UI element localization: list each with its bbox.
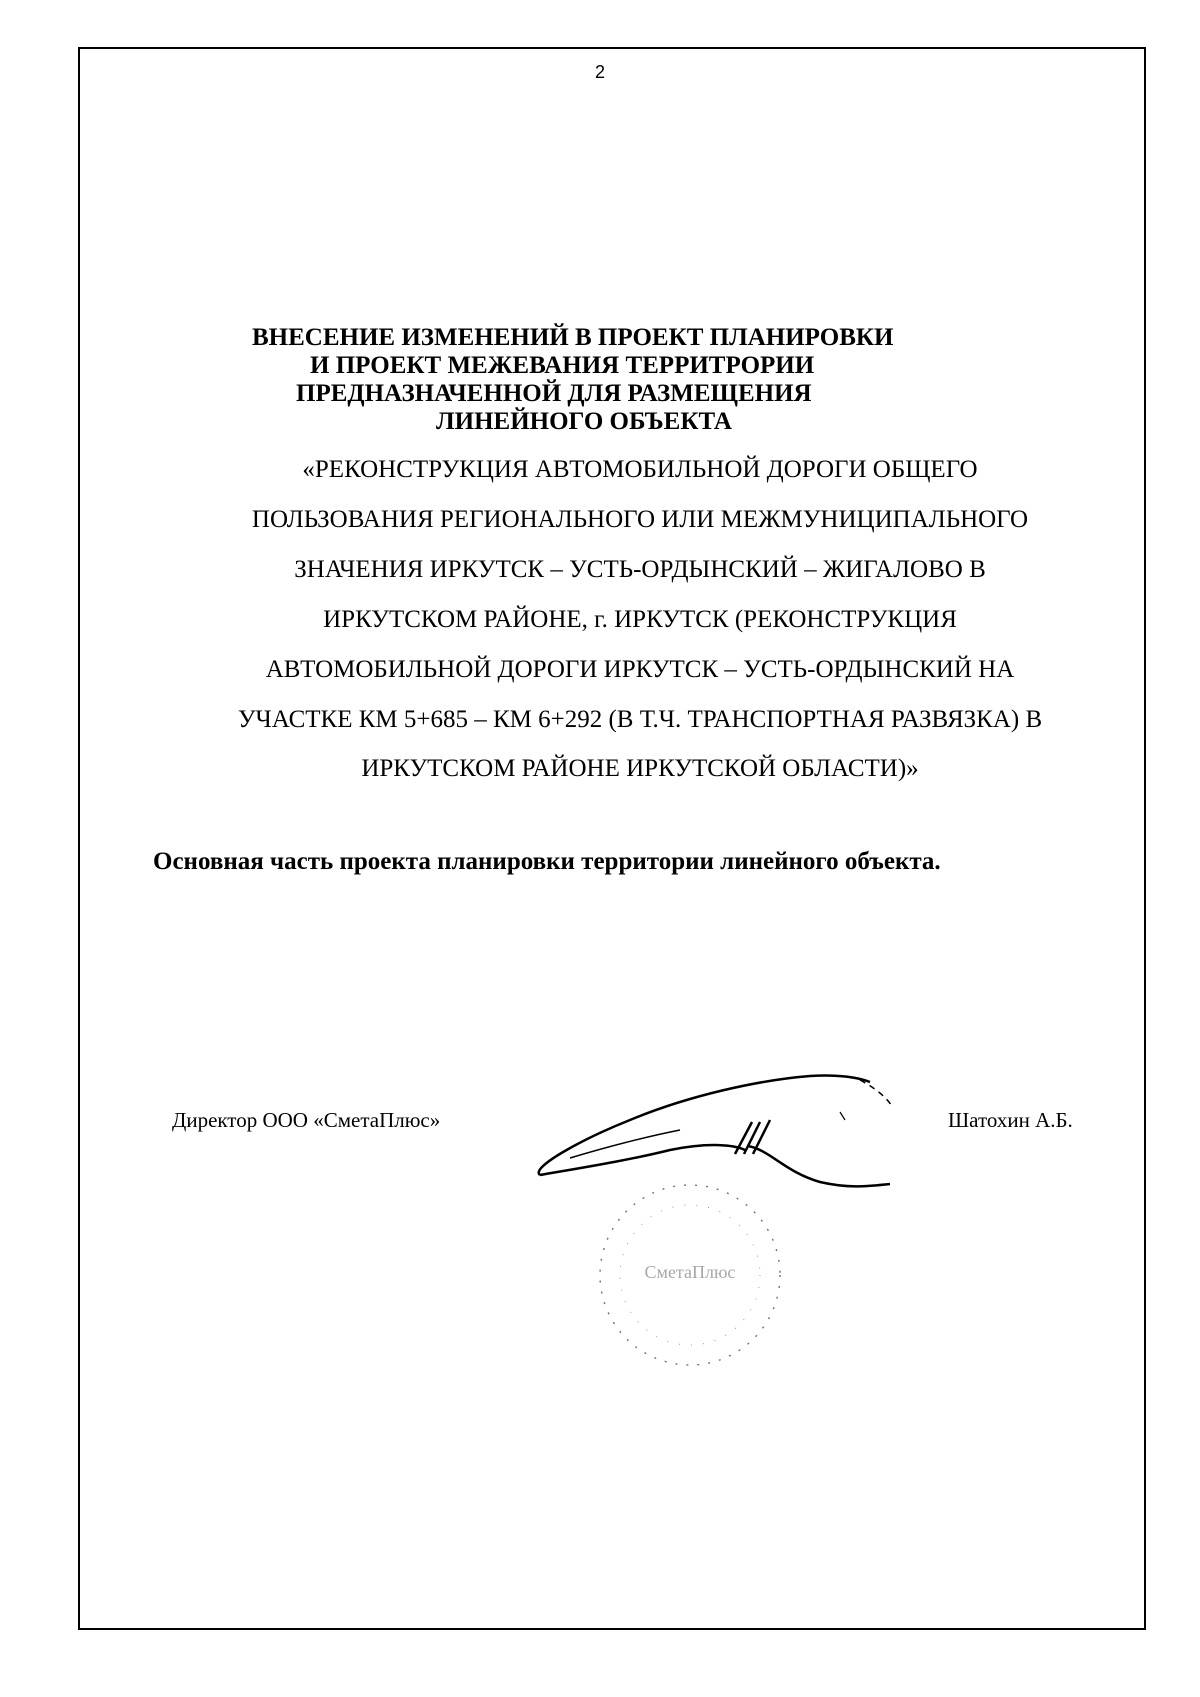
- object-line-1: «РЕКОНСТРУКЦИЯ АВТОМОБИЛЬНОЙ ДОРОГИ ОБЩЕГО: [302, 456, 978, 483]
- object-line-2: ПОЛЬЗОВАНИЯ РЕГИОНАЛЬНОГО ИЛИ МЕЖМУНИЦИПАЛЬНОГО: [251, 506, 1029, 533]
- object-line-4: ИРКУТСКОМ РАЙОНЕ, г. ИРКУТСК (РЕКОНСТРУКЦИЯ: [323, 606, 957, 633]
- page-frame: [78, 47, 1146, 1630]
- signatory-name: Шатохин А.Б.: [948, 1108, 1073, 1132]
- seal-stamp: [575, 1170, 805, 1380]
- stamp-text: СметаПлюс: [644, 1262, 736, 1282]
- object-line-5: АВТОМОБИЛЬНОЙ ДОРОГИ ИРКУТСК – УСТЬ-ОРДЫНСКИЙ НА: [265, 656, 1015, 683]
- title-line-3: ПРЕДНАЗНАЧЕННОЙ ДЛЯ РАЗМЕЩЕНИЯ: [296, 380, 812, 407]
- title-line-4: ЛИНЕЙНОГО ОБЪЕКТА: [436, 408, 732, 435]
- object-line-6: УЧАСТКЕ КМ 5+685 – КМ 6+292 (В Т.Ч. ТРАНСПОРТНАЯ РАЗВЯЗКА) В: [237, 706, 1043, 733]
- page-number: 2: [594, 62, 605, 82]
- object-line-3: ЗНАЧЕНИЯ ИРКУТСК – УСТЬ-ОРДЫНСКИЙ – ЖИГАЛОВО В: [294, 556, 986, 583]
- object-line-7: ИРКУТСКОМ РАЙОНЕ ИРКУТСКОЙ ОБЛАСТИ)»: [361, 755, 919, 782]
- title-line-1: ВНЕСЕНИЕ ИЗМЕНЕНИЙ В ПРОЕКТ ПЛАНИРОВКИ: [252, 324, 894, 351]
- title-line-2: И ПРОЕКТ МЕЖЕВАНИЯ ТЕРРИТРОРИИ: [310, 352, 815, 379]
- signatory-position: Директор ООО «СметаПлюс»: [172, 1108, 441, 1132]
- section-subtitle: Основная часть проекта планировки территории линейного объекта.: [153, 848, 941, 875]
